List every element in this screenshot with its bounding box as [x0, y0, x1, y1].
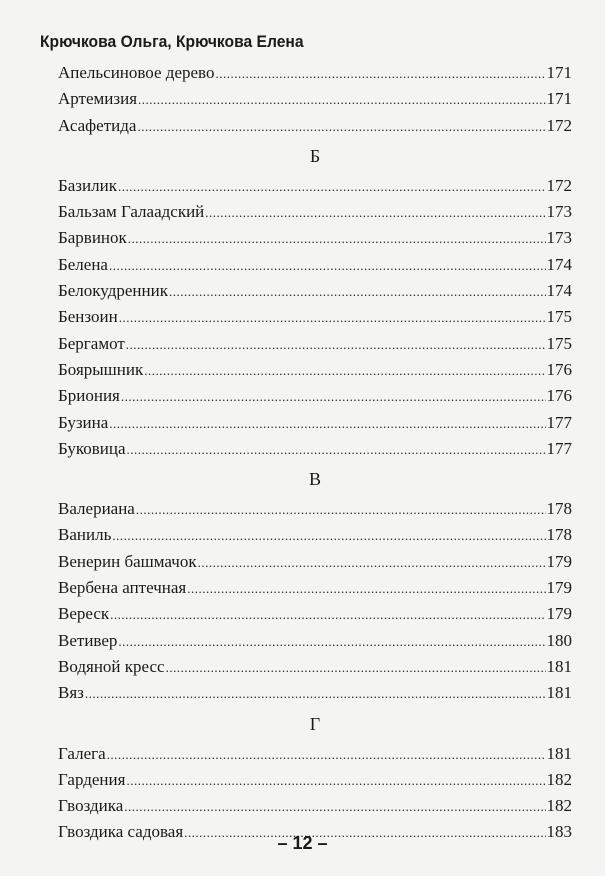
entry-page-number: 181 — [546, 656, 572, 676]
dot-leader — [136, 497, 546, 523]
entry-title: Водяной кресс — [58, 656, 165, 676]
entry-page-number: 179 — [546, 578, 572, 598]
entry-title: Апельсиновое дерево — [58, 63, 215, 82]
toc-entry — [58, 60, 572, 86]
toc-entry — [58, 741, 572, 767]
toc-entry — [58, 575, 572, 601]
toc-entry — [58, 628, 572, 654]
entry-page-number: 174 — [546, 254, 572, 274]
entry-page-number: 171 — [546, 89, 572, 109]
entry-title: Гвоздика — [58, 796, 124, 816]
toc-entry — [58, 680, 572, 706]
dot-leader — [85, 681, 546, 707]
entry-title: Артемизия — [58, 89, 138, 109]
dot-leader — [215, 61, 545, 87]
entry-page-number: 175 — [546, 307, 572, 327]
dot-leader — [112, 523, 545, 549]
entry-title: Асафетида — [58, 115, 137, 135]
dot-leader — [119, 305, 546, 331]
entry-page-number: 171 — [546, 63, 572, 82]
entry-title: Гардения — [58, 769, 126, 789]
toc-entry — [58, 496, 572, 522]
entry-title: Белокудренник — [58, 281, 168, 301]
entry-title: Вереск — [58, 604, 110, 624]
entry-page-number: 173 — [546, 202, 572, 222]
entry-title: Вербена аптечная — [58, 578, 187, 598]
dot-leader — [205, 200, 545, 226]
dot-leader — [124, 794, 545, 820]
toc-entry — [58, 601, 572, 627]
dot-leader — [109, 411, 545, 437]
toc-entry — [58, 278, 572, 304]
dot-leader — [128, 226, 546, 252]
entry-title: Белена — [58, 254, 108, 274]
dot-leader — [138, 87, 545, 113]
toc-entry — [58, 549, 572, 575]
entry-title: Барвинок — [58, 228, 127, 248]
toc-entry — [58, 436, 572, 462]
toc-entry — [58, 304, 572, 330]
entry-page-number: 174 — [546, 281, 572, 301]
dot-leader — [121, 384, 546, 410]
toc-entry — [58, 331, 572, 357]
dot-leader — [110, 602, 545, 628]
entry-page-number: 177 — [546, 438, 572, 458]
entry-title: Боярышник — [58, 359, 144, 379]
toc-entry — [58, 383, 572, 409]
entry-title: Бриония — [58, 386, 120, 406]
entry-page-number: 181 — [546, 683, 572, 703]
entry-page-number: 182 — [546, 769, 572, 789]
dot-leader — [187, 576, 545, 602]
table-of-contents — [58, 60, 572, 846]
entry-page-number: 181 — [546, 743, 572, 763]
dot-leader — [198, 550, 546, 576]
toc-entry — [58, 173, 572, 199]
dot-leader — [137, 114, 545, 140]
toc-entry — [58, 252, 572, 278]
entry-title: Буковица — [58, 438, 126, 458]
dot-leader — [126, 332, 546, 358]
entry-page-number: 176 — [546, 359, 572, 379]
toc-entry — [58, 522, 572, 548]
entry-title: Гвоздика садовая — [58, 822, 184, 842]
entry-page-number: 182 — [546, 796, 572, 816]
section-letter: Г — [309, 713, 321, 734]
entry-page-number: 178 — [546, 525, 572, 545]
entry-title: Вяз — [58, 683, 84, 703]
entry-page-number: 183 — [546, 822, 572, 842]
running-header: Крючкова Ольга, Крючкова Елена — [40, 32, 304, 51]
entry-page-number: 172 — [546, 175, 572, 195]
toc-entry — [58, 199, 572, 225]
entry-page-number: 172 — [546, 115, 572, 135]
toc-entry — [58, 225, 572, 251]
dot-leader — [127, 437, 546, 463]
dot-leader — [169, 279, 546, 305]
section-letter: В — [308, 469, 321, 490]
toc-entry — [58, 767, 572, 793]
toc-entry — [58, 357, 572, 383]
dot-leader — [144, 358, 545, 384]
dot-leader — [109, 253, 546, 279]
entry-page-number: 179 — [546, 551, 572, 571]
entry-page-number: 178 — [546, 499, 572, 519]
entry-page-number: 177 — [546, 412, 572, 432]
entry-page-number: 175 — [546, 333, 572, 353]
entry-title: Венерин башмачок — [58, 551, 197, 571]
entry-title: Бергамот — [58, 333, 125, 353]
entry-title: Ваниль — [58, 525, 112, 545]
dot-leader — [107, 742, 546, 768]
toc-entry — [58, 86, 572, 112]
toc-entry — [58, 793, 572, 819]
entry-title: Галега — [58, 743, 106, 763]
entry-title: Валериана — [58, 499, 135, 519]
entry-page-number: 179 — [546, 604, 572, 624]
entry-title: Бензоин — [58, 307, 118, 327]
entry-page-number: 173 — [546, 228, 572, 248]
dot-leader — [118, 629, 545, 655]
entry-title: Ветивер — [58, 630, 118, 650]
entry-page-number: 176 — [546, 386, 572, 406]
entry-title: Бузина — [58, 412, 109, 432]
entry-title: Бальзам Галаадский — [58, 202, 205, 222]
dot-leader — [166, 655, 546, 681]
toc-entry — [58, 113, 572, 139]
toc-entry — [58, 410, 572, 436]
entry-page-number: 180 — [546, 630, 572, 650]
dot-leader — [118, 174, 546, 200]
toc-entry — [58, 654, 572, 680]
section-letter: Б — [309, 145, 321, 166]
dot-leader — [126, 768, 545, 794]
page-number: – 12 – — [277, 833, 328, 853]
entry-title: Базилик — [58, 175, 117, 195]
